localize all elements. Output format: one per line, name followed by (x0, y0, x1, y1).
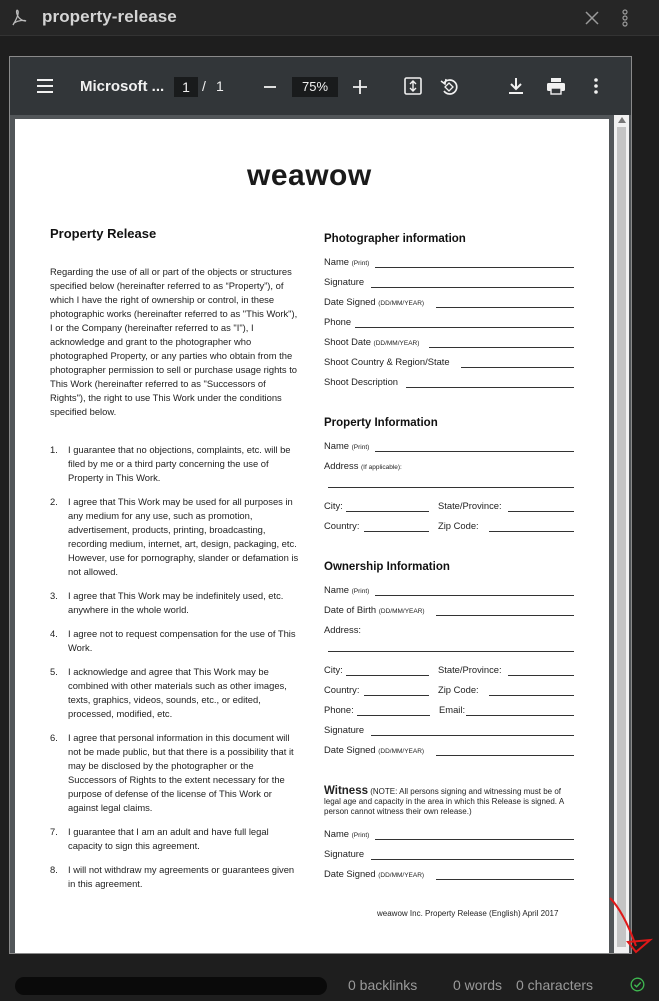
zoom-in-icon[interactable] (349, 76, 371, 98)
window-title: property-release (42, 7, 177, 26)
owner-city-line[interactable] (346, 675, 429, 676)
page-number-input[interactable]: 1 (174, 77, 198, 97)
pdf-scrollbar[interactable] (614, 115, 629, 954)
photographer-phone-label: Phone (324, 316, 352, 327)
witness-name-line[interactable] (375, 839, 574, 840)
pdf-document-title: Microsoft ... (80, 78, 165, 95)
page-total: 1 (216, 78, 224, 94)
owner-signature-label: Signature (324, 724, 365, 735)
witness-name-label: Name (Print) (324, 828, 370, 839)
property-state-line[interactable] (508, 511, 574, 512)
document-footer: weawow Inc. Property Release (English) April 2017 (377, 909, 559, 918)
shoot-country-label: Shoot Country & Region/State (324, 356, 450, 367)
photographer-name-label: Name (Print) (324, 256, 370, 267)
owner-date-label: Date Signed (DD/MM/YEAR) (324, 744, 425, 755)
owner-dob-label: Date of Birth (DD/MM/YEAR) (324, 604, 425, 615)
owner-phone-line[interactable] (357, 715, 430, 716)
rotate-icon[interactable] (438, 75, 460, 97)
owner-email-line[interactable] (466, 715, 574, 716)
witness-date-label: Date Signed (DD/MM/YEAR) (324, 868, 425, 879)
page-separator: / (202, 78, 206, 94)
owner-state-label: State/Province: (438, 664, 502, 675)
owner-city-label: City: (324, 664, 343, 675)
shoot-date-label: Shoot Date (DD/MM/YEAR) (324, 336, 420, 347)
backlinks-count[interactable]: 0 backlinks (348, 977, 418, 993)
title-bar (0, 0, 659, 36)
photographer-phone-line[interactable] (355, 327, 574, 328)
property-country-label: Country: (324, 520, 360, 531)
download-icon[interactable] (505, 75, 527, 97)
witness-date-line[interactable] (436, 879, 574, 880)
property-release-heading: Property Release (50, 226, 157, 241)
character-count: 0 characters (516, 977, 594, 993)
owner-country-label: Country: (324, 684, 360, 695)
pdf-page: weawow Property Release Regarding the use of all or part of the objects or structures specified below (hereinafter referred to as “Property”), of which I have the right of ownership or control, in these photographic works (hereinafter referred to as "This Work"), I or the Company (hereinafter referred to as "I"), I acknowledge and grant to the photographer who photographed Property, or any parties who obtain from the photographer permission to sell or purchase usage rights to This Work (hereinafter referred to as "Successors of Rights"), the right to use This Work under the conditions specified below. 1. I guarantee that no objections, complaints, etc. will be filed by me or a third party concerning the use of Property in This Work. 2. I agree that This Work may be used for all purposes in any medium for any use, such as promotion, advertisement, products, printing, broadcasting, recording medium, internet, art, design, packaging, etc. However, use for pornography, slander or defamation is not allowed. 3. I agree that This Work may be indefinitely used, etc. anywhere in the whole world. 4. I agree not to request compensation for the use of This Work. 5. I acknowledge and agree that This Work may be combined with other materials such as other images, texts, graphics, videos, sounds, etc., or edited, processed, modified, etc. 6. I agree that personal information in this document will not be made public, but that there is a possibility that it may be disclosed by the photographer or the Successors of Rights to the extent necessary for the purpose of defense of the license of This Work or against legal claims. 7. I guarantee that I am an adult and have full legal capacity to sign this agreement. 8. I will not withdraw my agreements or guarantees given in this agreement. Photographer information Name (Print) Signature Date Signed (DD/MM/YEAR) Phone Shoot Date (DD/MM/YEAR) Shoot Country & Region/State Shoot Description Property Information Name (Print) Address (If applicable): City: State/Province: Country: Zip Code: Ownership Information Name (Print) Date of Birth (DD/MM/YEAR) Address: City: State/Province: Country: Zip Code: Phone: Email: Signature Date Signed (DD/MM/YEAR) Witness (NOTE: All persons signing and witnessing must be of legal age and capacity in the area in which this Release is signed. A person cannot witness their own release.) Name (Print) Signature Date Signed (DD/MM/YEAR) weawow Inc. Property Release (English) April 2017 (15, 119, 609, 954)
property-city-line[interactable] (346, 511, 429, 512)
page-area (10, 115, 631, 954)
sync-check-icon[interactable] (630, 977, 645, 992)
pdf-file-icon (9, 8, 29, 28)
menu-icon[interactable] (34, 75, 56, 97)
more-actions-icon[interactable] (585, 75, 607, 97)
weawow-logo: weawow (247, 159, 372, 192)
intro-paragraph: Regarding the use of all or part of the objects or structures specified below (hereinafter referred to as “Property”), of which I have the right of ownership or control, in these photographic works (hereinafter referred to as "This Work"), I or the Company (hereinafter referred to as "I"), I acknowledge and grant to the photographer who photographed Property, or any parties who obtain from the photographer permission to sell or purchase usage rights to This Work (hereinafter referred to as "Successors of Rights"), the right to use This Work under the conditions specified below. (50, 266, 298, 417)
owner-email-label: Email: (439, 704, 466, 715)
photographer-date-label: Date Signed (DD/MM/YEAR) (324, 296, 425, 307)
redacted-region (15, 977, 327, 995)
owner-name-line[interactable] (375, 595, 574, 596)
ownership-info-heading: Ownership Information (324, 561, 450, 573)
owner-name-label: Name (Print) (324, 584, 370, 595)
scroll-thumb[interactable] (617, 127, 626, 947)
owner-address-line[interactable] (328, 651, 574, 652)
pdf-toolbar (10, 57, 631, 115)
property-name-line[interactable] (375, 451, 574, 452)
zoom-input[interactable]: 75% (292, 77, 338, 97)
photographer-signature-line[interactable] (371, 287, 574, 288)
shoot-country-line[interactable] (461, 367, 574, 368)
shoot-date-line[interactable] (429, 347, 574, 348)
red-arrow-annotation-icon (606, 894, 656, 960)
witness-note: Witness (NOTE: All persons signing and witnessing must be of legal age and capacity in the area in which this Release is signed. A person cannot witness their own release.) (324, 785, 564, 816)
close-icon[interactable] (582, 8, 602, 28)
photographer-name-line[interactable] (375, 267, 574, 268)
owner-zip-line[interactable] (489, 695, 574, 696)
owner-state-line[interactable] (508, 675, 574, 676)
more-options-icon[interactable] (616, 7, 634, 29)
scroll-up-icon[interactable] (618, 117, 626, 123)
property-info-heading: Property Information (324, 417, 438, 429)
owner-zip-label: Zip Code: (438, 684, 479, 695)
owner-address-label: Address: (324, 624, 361, 635)
shoot-description-label: Shoot Description (324, 376, 398, 387)
property-city-label: City: (324, 500, 343, 511)
property-zip-label: Zip Code: (438, 520, 479, 531)
owner-phone-label: Phone: (324, 704, 354, 715)
fit-page-icon[interactable] (402, 75, 424, 97)
shoot-description-line[interactable] (406, 387, 574, 388)
print-icon[interactable] (545, 75, 567, 97)
photographer-date-line[interactable] (436, 307, 574, 308)
witness-signature-label: Signature (324, 848, 365, 859)
owner-dob-line[interactable] (436, 615, 574, 616)
witness-signature-line[interactable] (371, 859, 574, 860)
property-address-line[interactable] (328, 487, 574, 488)
zoom-out-icon[interactable] (259, 76, 281, 98)
photographer-heading: Photographer information (324, 233, 466, 245)
property-zip-line[interactable] (489, 531, 574, 532)
property-country-line[interactable] (364, 531, 429, 532)
photographer-signature-label: Signature (324, 276, 365, 287)
owner-date-line[interactable] (436, 755, 574, 756)
witness-heading: Witness (324, 785, 368, 797)
property-name-label: Name (Print) (324, 440, 370, 451)
word-count: 0 words (453, 977, 503, 993)
owner-signature-line[interactable] (371, 735, 574, 736)
property-state-label: State/Province: (438, 500, 502, 511)
owner-country-line[interactable] (364, 695, 429, 696)
property-address-label: Address (If applicable): (324, 460, 402, 471)
pdf-viewer (9, 56, 632, 954)
